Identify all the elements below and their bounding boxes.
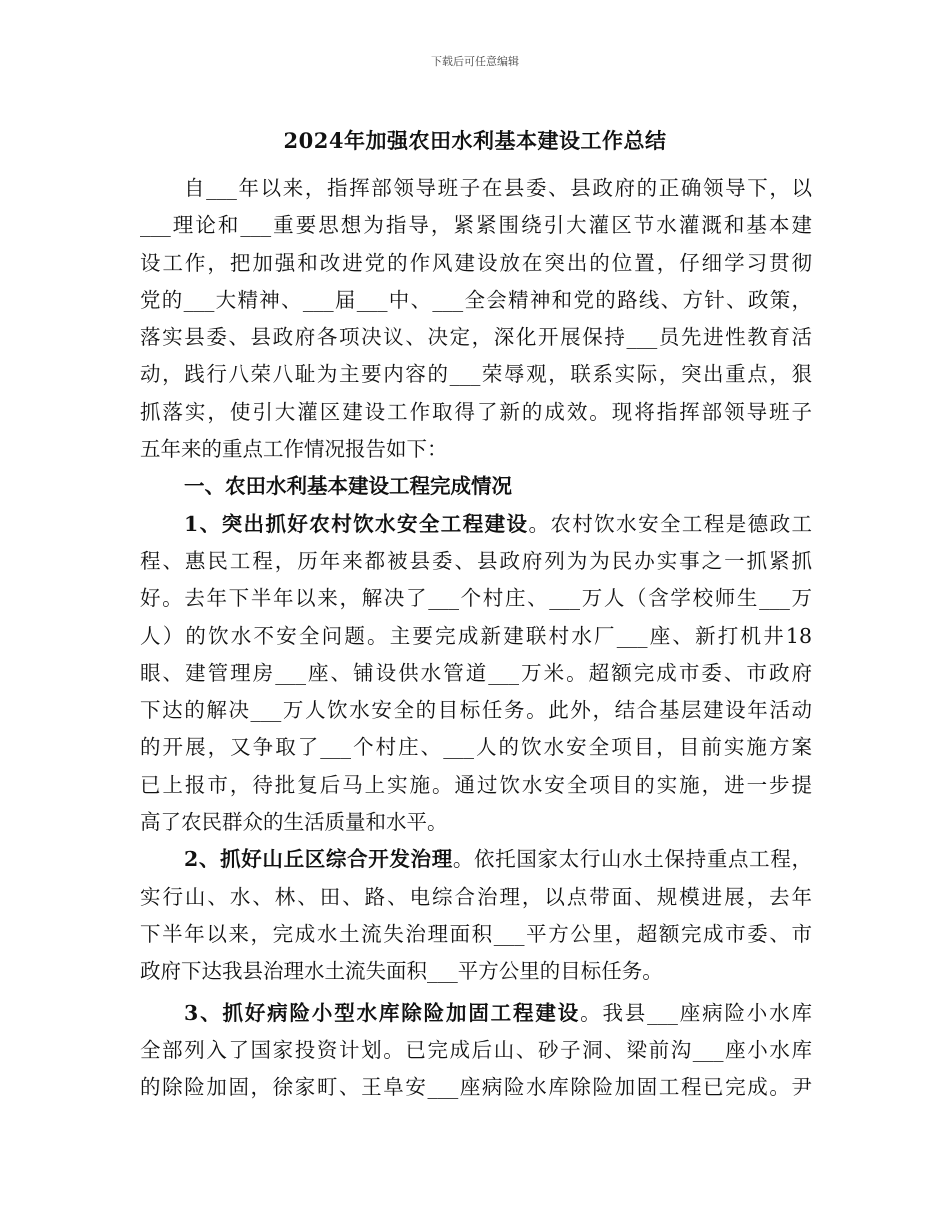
text-fragment: 。依托国家太行山水土保持重点工程，: [452, 847, 813, 872]
text-line: 全部列入了国家投资计划。已完成后山、砂子洞、梁前沟___座小水库: [140, 1037, 812, 1062]
text-line: [140, 841, 812, 878]
text-line: 落实县委、县政府各项决议、决定，深化开展保持___员先进性教育活: [140, 325, 812, 350]
paragraph-intro: [140, 170, 812, 468]
section-heading: 一、农田水利基本建设工程完成情况: [184, 474, 512, 499]
text-line: 程、惠民工程，历年来都被县委、县政府列为为民办实事之一抓紧抓: [140, 548, 812, 573]
header-note: 下载后可任意编辑: [431, 55, 519, 68]
text-line: 下达的解决___万人饮水安全的目标任务。此外，结合基层建设年活动: [140, 698, 812, 723]
text-line: 实行山、水、林、田、路、电综合治理，以点带面、规模进展，去年: [140, 884, 812, 909]
text-line: 下半年以来，完成水土流失治理面积___平方公里，超额完成市委、市: [140, 921, 812, 946]
paragraph-item-3: [140, 995, 812, 1107]
item-heading: 2、抓好山丘区综合开发治理: [184, 847, 453, 872]
text-line: 党的___大精神、___届___中、___全会精神和党的路线、方针、政策，: [140, 287, 812, 312]
text-line: 好。去年下半年以来，解决了___个村庄、___万人（含学校师生___万: [140, 586, 812, 611]
paragraph-item-2: [140, 841, 812, 990]
text-line: ___理论和___重要思想为指导，紧紧围绕引大灌区节水灌溉和基本建: [140, 213, 812, 238]
text-line: 眼、建管理房___座、铺设供水管道___万米。超额完成市委、市政府: [140, 660, 812, 685]
text-line: 高了农民群众的生活质量和水平。: [140, 810, 448, 835]
text-line: 动，践行八荣八耻为主要内容的___荣辱观，联系实际，突出重点，狠: [140, 362, 812, 387]
text-line: 抓落实，使引大灌区建设工作取得了新的成效。现将指挥部领导班子: [140, 399, 812, 424]
document-title: 2024年加强农田水利基本建设工作总结: [283, 128, 667, 153]
document-body: [140, 170, 812, 1106]
item-heading: 3、抓好病险小型水库除险加固工程建设: [184, 1000, 581, 1025]
text-line: 自___年以来，指挥部领导班子在县委、县政府的正确领导下，以: [184, 176, 812, 200]
text-line: 的开展，又争取了___个村庄、___人的饮水安全项目，目前实施方案: [140, 735, 812, 760]
text-line: 政府下达我县治理水土流失面积___平方公里的目标任务。: [140, 959, 663, 984]
item-heading: 1、突出抓好农村饮水安全工程建设: [184, 511, 529, 536]
text-fragment: 。我县___座病险小水库: [580, 1000, 813, 1025]
text-line: 五年来的重点工作情况报告如下：: [140, 437, 448, 462]
text-line: [140, 995, 812, 1032]
text-line: 设工作，把加强和改进党的作风建设放在突出的位置，仔细学习贯彻: [140, 250, 812, 275]
text-line: [140, 506, 812, 543]
text-line: 已上报市，待批复后马上实施。通过饮水安全项目的实施，进一步提: [140, 772, 812, 797]
text-line: 人）的饮水不安全问题。主要完成新建联村水厂___座、新打机井18: [140, 623, 812, 648]
paragraph-item-1: [140, 506, 812, 842]
text-fragment: 。农村饮水安全工程是德政工: [528, 511, 812, 536]
text-line: 的除险加固，徐家町、王阜安___座病险水库除险加固工程已完成。尹: [140, 1075, 812, 1100]
